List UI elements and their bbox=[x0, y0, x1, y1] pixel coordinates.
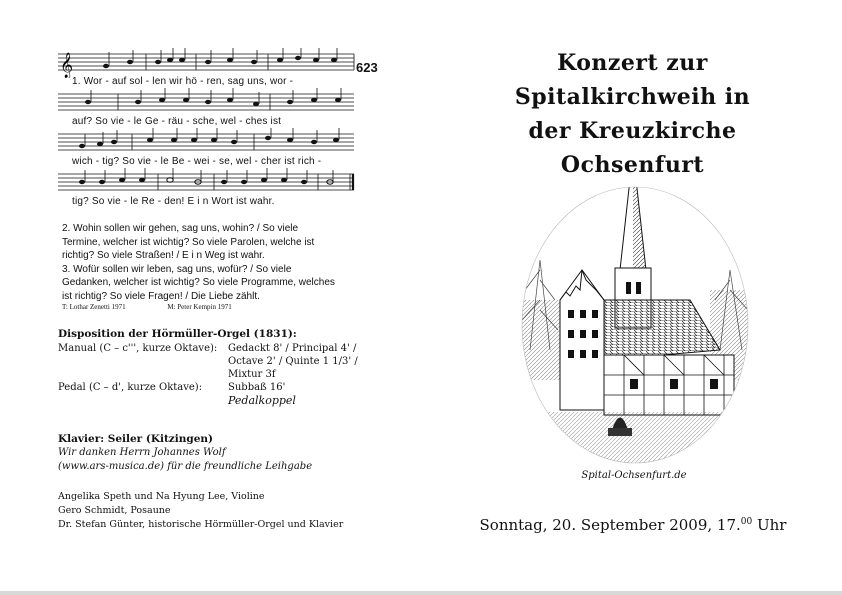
performer: Gero Schmidt, Posaune bbox=[58, 505, 171, 516]
verse-line: ist richtig? So viele Fragen! / Die Liebe zählt. bbox=[62, 290, 260, 302]
hymn-credits bbox=[62, 303, 358, 311]
date-main: Sonntag, 20. September 2009, 17. bbox=[479, 516, 741, 534]
lyric-line-3: wich - tig? So vie - le Be - wei - se, wel - cher ist rich - bbox=[72, 156, 322, 167]
klavier-title: Klavier: Seiler (Kitzingen) bbox=[58, 433, 214, 445]
manual-row bbox=[58, 342, 368, 381]
text-credit: T: Lothar Zenetti 1971 bbox=[62, 303, 126, 311]
music-staff-1 bbox=[58, 48, 358, 78]
stop-line: Mixtur 3f bbox=[228, 369, 276, 380]
lyric-line-1: 1. Wor - auf sol - len wir hö - ren, sag uns, wor - bbox=[72, 76, 294, 87]
lyric-line-2: auf? So vie - le Ge - räu - sche, wel - ches ist bbox=[72, 116, 282, 127]
klavier-section bbox=[58, 432, 312, 474]
music-credit: M: Peter Kempin 1971 bbox=[167, 303, 232, 311]
church-illustration bbox=[520, 150, 750, 469]
title-line-1: Konzert zur Spitalkirchweih in bbox=[514, 50, 751, 110]
church-drawing bbox=[520, 150, 750, 465]
hymn-verses bbox=[62, 222, 358, 303]
verse-line: 2. Wohin sollen wir gehen, sag uns, wohin? / So viele bbox=[62, 223, 299, 234]
performer: Angelika Speth und Na Hyung Lee, Violine bbox=[58, 491, 265, 502]
music-staff-4 bbox=[58, 168, 358, 198]
stop-line: Gedackt 8' / Principal 4' / bbox=[228, 343, 357, 354]
staff-row-1 bbox=[58, 48, 378, 88]
concert-date bbox=[478, 516, 788, 534]
klavier-thanks-2: (www.ars-musica.de) für die freundliche Leihgabe bbox=[58, 461, 313, 472]
performers-list bbox=[58, 490, 343, 532]
performer: Dr. Stefan Günter, historische Hörmüller-Orgel und Klavier bbox=[58, 519, 344, 530]
stop-line: Pedalkoppel bbox=[228, 394, 296, 407]
hymn-sheet bbox=[58, 48, 378, 208]
stop-line: Subbaß 16' bbox=[228, 382, 286, 393]
svg-text:𝄞: 𝄞 bbox=[60, 53, 74, 78]
hymn-number: 623 bbox=[356, 60, 378, 75]
verse-line: Termine, welcher ist wichtig? So viele Parolen, welche ist bbox=[62, 236, 315, 248]
pedal-row bbox=[58, 381, 368, 407]
title-line-2: der Kreuzkirche Ochsenfurt bbox=[528, 118, 737, 178]
music-staff-3 bbox=[58, 128, 358, 158]
lyric-line-4: tig? So vie - le Re - den! E i n Wort ist wahr. bbox=[72, 196, 275, 207]
image-caption: Spital-Ochsenfurt.de bbox=[581, 470, 687, 481]
klavier-thanks-1: Wir danken Herrn Johannes Wolf bbox=[58, 447, 226, 458]
pedal-label: Pedal (C – d', kurze Oktave): bbox=[58, 382, 203, 393]
music-staff-2 bbox=[58, 88, 358, 118]
page-edge bbox=[0, 591, 842, 595]
organ-disposition bbox=[58, 328, 368, 407]
manual-stops bbox=[228, 342, 368, 381]
manual-label: Manual (C – c''', kurze Oktave): bbox=[58, 343, 218, 354]
date-suffix: Uhr bbox=[752, 516, 787, 534]
staff-row-3 bbox=[58, 128, 358, 168]
verse-line: Gedanken, welcher ist wichtig? So viele Programme, welches bbox=[62, 277, 335, 288]
stop-line: Octave 2' / Quinte 1 1/3' / bbox=[228, 356, 358, 367]
staff-row-2 bbox=[58, 88, 358, 128]
staff-row-4 bbox=[58, 168, 358, 208]
date-minutes: 00 bbox=[740, 517, 753, 527]
disposition-title: Disposition der Hörmüller-Orgel (1831): bbox=[58, 328, 297, 340]
verse-line: 3. Wofür sollen wir leben, sag uns, wofür? / So viele bbox=[62, 263, 292, 275]
pedal-stops bbox=[228, 381, 368, 407]
verse-line: richtig? So viele Straßen! / E i n Weg ist wahr. bbox=[62, 250, 265, 261]
